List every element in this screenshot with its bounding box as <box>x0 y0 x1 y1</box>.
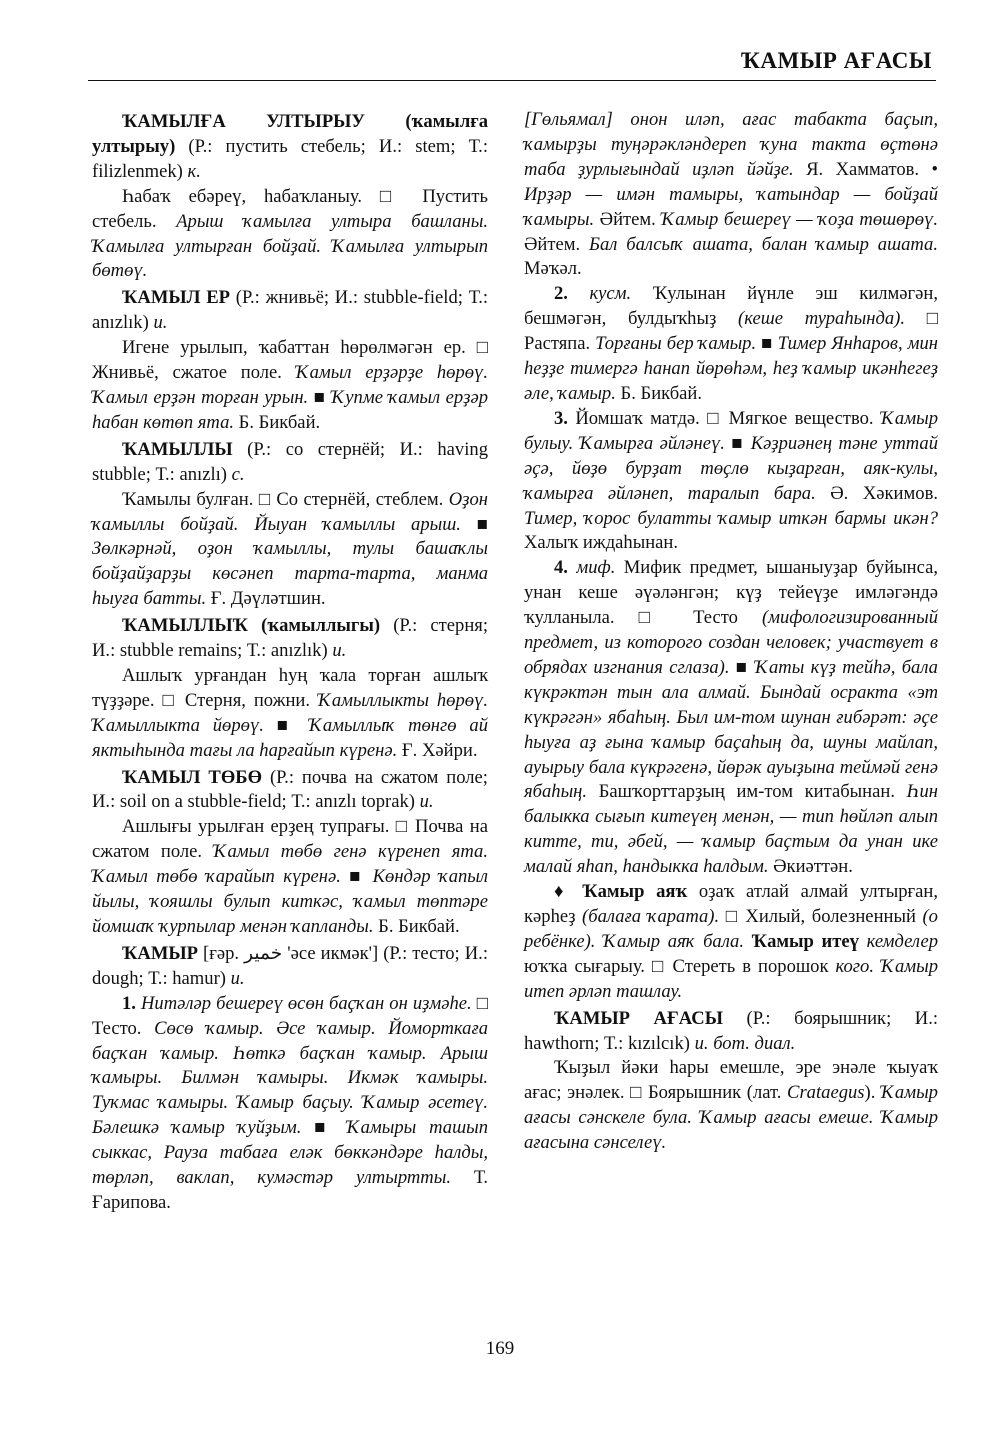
italic-text: Ҡупме ҡамыл ерҙәр һабан көтөп ята. <box>92 386 489 433</box>
text-run: оҙаҡ атлай алмай ултырған, кәрһеҙ <box>524 881 939 927</box>
text-run: ■ <box>460 513 488 535</box>
text-run: Б. Бикбай. <box>615 382 703 404</box>
right-column <box>524 108 938 1156</box>
headword: 2. <box>554 283 568 305</box>
headword: итеү <box>821 930 859 952</box>
italic-text: (мифологизированный предмет, из которого создан человек; участвует в обрядах изгнания сглаза). <box>524 607 938 678</box>
italic-text: Бал балсыҡ ашата, балан ҡамыр ашата. <box>589 233 938 255</box>
entry-kamyl-er <box>92 286 488 336</box>
def-kamylly <box>92 488 488 613</box>
italic-text: (балаға ҡарата). <box>582 906 720 927</box>
text-run: Мифик предмет, ышаныуҙар буйынса, унан кеше әүәләнгән; күҙ тейеүҙе имләгәндә ҡулланыла. □ Тесто <box>524 557 938 629</box>
italic-text: Тимер Янһаров, мин һеҙҙе тимергә һанап йөрөһәм, һеҙ ҡамыр икәнһегеҙ әле, ҡамыр. <box>524 333 939 404</box>
headword: ҠАМЫР <box>122 942 199 964</box>
text-run: ■ <box>756 333 778 355</box>
text-run: Ҡулынан йүнле эш килмәгән, бешмәгән, булдыҡһыҙ <box>524 283 938 330</box>
def-kamyr-4 <box>524 556 938 880</box>
text-run: (Р.: стерня; И.: stubble remains; Т.: anızlık) <box>92 615 488 662</box>
text-run: Т. Ғарипова. <box>92 1167 488 1213</box>
italic-text: Оҙон ҡамыллы бойҙай. Йыуан ҡамыллы арыш. <box>92 488 488 535</box>
italic-text: Һин балыкка сығып китеүең менән, — тип һөйләп алып китте, ти, әбей, — ҡамыр баҫтым да унан ике малай яһап, һандыкка һалдым. <box>524 781 938 878</box>
text-run: Мәҡәл. <box>524 258 582 280</box>
text-run: Я. Хамматов. • <box>793 158 938 180</box>
text-run: ). <box>864 1082 881 1104</box>
def-kamyr-agasy <box>524 1056 938 1156</box>
def-kamyr-3 <box>524 407 938 556</box>
def-kamyl-tobo <box>92 815 488 940</box>
headword: Ҡамыр аяҡ <box>582 881 688 903</box>
text-run: (Р.: боярышник; И.: hawthorn; Т.: kızılcık) <box>524 1007 939 1054</box>
italic-text: Тимер, ҡорос булатты ҡамыр иткән бармы икән? <box>524 507 938 529</box>
text-run: Б. Бикбай. <box>373 916 460 937</box>
text-run: (Р.: жнивьё; И.: stubble-field; Т.: anızlık) <box>92 287 489 334</box>
def-kamyr-2 <box>524 282 938 407</box>
text-run: ■ <box>301 1117 347 1139</box>
italic-text: и. <box>332 640 347 662</box>
headword: 3. <box>554 407 568 429</box>
text-run: Ғ. Дәүләтшин. <box>206 588 326 610</box>
text-run: Халыҡ иждаһынан. <box>524 532 679 554</box>
text-run: Башҡорттарҙың им-том китабынан. <box>587 781 907 803</box>
text-run: ■ <box>263 714 309 736</box>
italic-text: Crataegus <box>787 1082 865 1104</box>
italic-text: Ҡамыр бешереү — ҡоҙа төшөрөү. <box>661 208 939 230</box>
italic-text: и. бот. диал. <box>694 1032 796 1054</box>
header-rule <box>88 80 936 81</box>
headword: Ҡамыр <box>751 930 814 952</box>
headword: 4. <box>554 557 568 579</box>
text-run <box>744 931 752 952</box>
text-run: Ә. Хәкимов. <box>815 482 939 504</box>
entry-kamylly <box>92 438 488 488</box>
text-run: Ашлыҡ урғандан һуң ҡала торған ашлыҡ түҙҙәре. □ Стерня, пожни. <box>92 664 488 711</box>
text-run: Ғ. Хәйри. <box>397 739 478 761</box>
headword: ҠАМЫР АҒАСЫ <box>554 1007 723 1029</box>
italic-text: Ҡамыр ағасы сәнскеле була. Ҡамыр ағасы емеше. Ҡамыр ағасына сәнселеү. <box>524 1082 938 1154</box>
headword: ҠАМЫЛЛЫ <box>122 438 233 460</box>
italic-text: кусм. <box>589 283 632 305</box>
text-run: ■ <box>729 656 756 678</box>
text-run: (Р.: пустить стебель; И.: stem; Т.: filizlenmek) <box>92 135 488 182</box>
text-run: (Р.: со стернёй; И.: having stubble; Т.: anızlı) <box>92 438 488 485</box>
text-run: Ашлығы урылған ерҙең тупрағы. □ Почва на сжатом поле. <box>92 816 488 863</box>
text-run: [ғәр. خمير 'әсе икмәк'] (Р.: тесто; И.: dough; Т.: hamur) <box>92 942 488 989</box>
text-run <box>814 931 822 952</box>
italic-text: Ҡамыры ташып сыккас, Рауза табаға еләк бөккәндәре һалды, төрләп, ваклап, кумәстәр ултыртты. <box>92 1117 489 1189</box>
text-run: □ Тесто. <box>92 992 488 1039</box>
italic-text: Ҡаты күҙ тейһә, бала күкрәктән тын ала алмай. Бындай осракта «эт күкрәгән» ябаһың. Был им-том шунан ғибәрәт: әҫе һыуға аҙ ғына ҡамыр баҫаһың да, шуны майлап, ауырыу бала күкрәгенә, йөрәк ауыҙына теймәй генә ябаһың. <box>524 656 938 803</box>
text-run: □ Растяпа. <box>524 308 938 355</box>
text-run: Ҡамылы булған. □ Со стернёй, стеблем. <box>122 488 449 510</box>
italic-text: кого. Ҡамыр итеп әрләп ташлау. <box>524 955 938 1002</box>
def-kamylga-ultyryu <box>92 185 488 285</box>
italic-text: Ирҙәр — имән тамыры, ҡатындар — бойҙай ҡамыры. <box>524 183 938 230</box>
text-run: ♦ <box>554 881 583 903</box>
text-run: Игене урылып, ҡабаттан һөрөлмәгән ер. □ Жнивьё, сжатое поле. <box>92 337 488 384</box>
running-head: ҠАМЫР АҒАСЫ <box>740 48 932 73</box>
italic-text: Торғаны бер ҡамыр. <box>595 333 757 355</box>
text-run: (Р.: почва на сжатом поле; И.: soil on a stubble-field; Т.: anızlı toprak) <box>92 766 488 813</box>
text-run <box>859 931 867 952</box>
italic-text: Ҡамыр булыу. Ҡамырға әйләнеү. <box>524 407 938 454</box>
left-column <box>92 108 488 1216</box>
italic-text: с. <box>231 463 245 485</box>
italic-text: и. <box>153 312 168 334</box>
italic-text: (о ребёнке). Ҡамыр аяҡ бала. <box>524 906 938 952</box>
italic-text: Ниmәләр бешереү өсөн баҫҡан он иҙмәhе. <box>141 992 472 1014</box>
italic-text: Ҡамыл ерҙәрҙе һөрөү. Ҡамыл ерҙән торған урын. <box>92 362 488 408</box>
entry-kamyl-tobo <box>92 766 488 816</box>
headword: ҠАМЫЛ ЕР <box>122 287 231 309</box>
italic-text: и. <box>419 791 434 813</box>
text-run: Һабаҡ ебәреү, һабаҡланыу. □ Пустить стебель. <box>92 185 488 232</box>
italic-text: [Гөльямал] онон иләп, ағас табакта баҫып, ҡамырҙы туңәрәкләндереп ҡуна такта өҫтөнә таба ҙурлығындай иҙләп йәйҙе. <box>524 109 938 180</box>
text-run: Ҡыҙыл йәки һары емешле, эре энәле ҡыуаҡ ағас; энәлек. □ Боярышник (лат. <box>524 1057 938 1104</box>
italic-text: Ҡамыллыҡ төнгө ай яктыһында тағы ла һарғайып күренә. <box>92 714 489 761</box>
text-run: Әкиәттән. <box>768 856 853 878</box>
italic-text: Сөсө ҡамыр. Әсе ҡамыр. Йоморткаға баҫҡан ҡамыр. Һөткә баҫҡан ҡамыр. Арыш ҡамыры. Билмән ҡамыры. Икмәк ҡамыры. Туҡмас ҡамыры. Ҡамыр баҫыу. Ҡамыр әсетеү. Бәлешкә ҡамыр ҡуйҙым. <box>92 1017 489 1139</box>
text-run: юҡҡа сығарыу. □ Стереть в порошок <box>524 955 836 977</box>
entry-kamyr-agasy <box>524 1007 938 1057</box>
entry-kamyr <box>92 942 488 992</box>
headword: ҠАМЫЛҒА УЛТЫРЫУ (ҡамылға ултырыу) <box>92 111 488 157</box>
text-run: Әйтем. <box>594 208 662 230</box>
text-run: ■ <box>724 432 751 454</box>
italic-text: и. <box>230 967 245 989</box>
italic-text: Көндәр ҡапыл йылы, ҡояшлы булып киткәс, ҡамыл төптәре йомшаҡ ҡурпылар менән ҡапланды. <box>92 866 488 937</box>
text-run: Әйтем. <box>524 233 590 255</box>
def-kamyllyk <box>92 664 488 764</box>
italic-text: Ҡамыл төбө генә күренеп ята. Ҡамыл төбө ҡарайып күренә. <box>92 841 488 888</box>
italic-text: Зөлкәрнәй, оҙон ҡамыллы, тулы башаҡлы бойҙайҙарҙы көсәнеп тарта-тарта, манма һыуға батты. <box>92 538 488 610</box>
text-run: ■ <box>308 386 332 408</box>
headword: 1. <box>122 992 136 1014</box>
headword: ҠАМЫЛЛЫҠ (ҡамыллыгы) <box>122 615 381 637</box>
text-run: ■ <box>340 866 373 888</box>
italic-text: к. <box>187 160 201 182</box>
italic-text: Кәҙриәнең тәне уттай әҫә, йөҙө бурҙат төҫлө кыҙарған, аяк-кулы, ҡамырға әйләнеп, таралып бара. <box>524 432 938 504</box>
italic-text: кемделер <box>866 930 939 952</box>
page-number: 169 <box>485 1338 515 1359</box>
italic-text: Ҡамыллыкты һөрөү. Ҡамыллыкта йөрөү. <box>92 689 488 736</box>
text-run <box>568 283 590 304</box>
text-run: Б. Бикбай. <box>234 411 321 433</box>
idiom-kamyr-ayak <box>524 880 938 1005</box>
headword: ҠАМЫЛ ТӨБӨ <box>122 766 263 788</box>
entry-kamylga-ultyryu <box>92 110 488 185</box>
text-run: □ Хилый, болезненный <box>719 906 923 927</box>
def-kamyr-1 <box>92 992 488 1216</box>
text-run: Йомшаҡ матдә. □ Мягкое вещество. <box>567 407 881 429</box>
italic-text: (кеше тураһында). <box>738 308 905 330</box>
entry-kamyllyk <box>92 614 488 664</box>
italic-text: Арыш ҡамылға ултыра башланы. Ҡамылға ултырған бойҙай. Ҡамылға ултырып бөтөү. <box>92 210 488 282</box>
def-kamyl-er <box>92 336 488 436</box>
def-kamyr-1-cont <box>524 108 938 282</box>
italic-text: миф. <box>576 557 616 579</box>
